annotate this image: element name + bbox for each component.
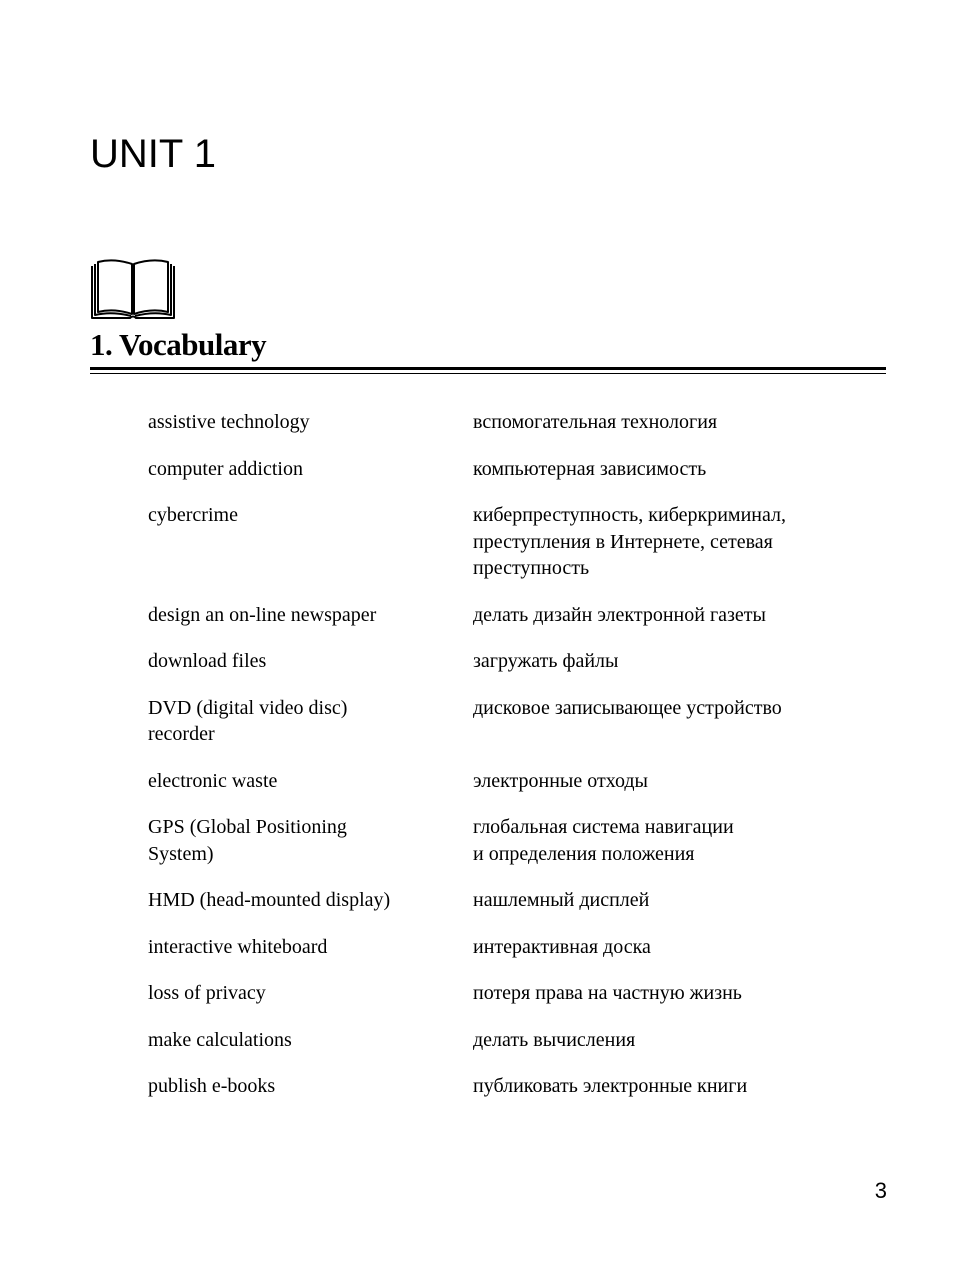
vocabulary-translation: глобальная система навигации и определения положения: [473, 816, 734, 865]
vocabulary-term: DVD (digital video disc) recorder: [148, 696, 348, 745]
vocabulary-translation: загружать файлы: [473, 650, 619, 672]
vocabulary-term: electronic waste: [148, 769, 278, 792]
vocabulary-translation: вспомогательная технология: [473, 411, 718, 433]
vocabulary-term: assistive technology: [148, 411, 310, 433]
vocabulary-translation: делать дизайн электронной газеты: [473, 603, 766, 626]
vocabulary-row: [148, 887, 868, 914]
vocabulary-row: [148, 602, 868, 629]
section-rule-thick: [90, 367, 886, 370]
vocabulary-translation: киберпреступность, киберкриминал, преступления в Интернете, сетевая преступность: [473, 504, 787, 579]
vocabulary-term: publish e-books: [148, 1075, 276, 1097]
vocabulary-row: [148, 934, 868, 961]
open-book-icon: [90, 258, 176, 320]
vocabulary-row: [148, 456, 868, 483]
vocabulary-translation: интерактивная доска: [473, 935, 651, 958]
vocabulary-term: cybercrime: [148, 504, 238, 526]
vocabulary-row: [148, 768, 868, 795]
vocabulary-row: [148, 502, 868, 582]
section-rule-thin: [90, 373, 886, 374]
vocabulary-translation: электронные отходы: [473, 769, 648, 792]
vocabulary-term: HMD (head-mounted display): [148, 889, 391, 911]
section-title: 1. Vocabulary: [90, 327, 267, 362]
vocabulary-list: [148, 409, 868, 1120]
vocabulary-term: interactive whiteboard: [148, 935, 328, 958]
vocabulary-translation: делать вычисления: [473, 1028, 636, 1051]
vocabulary-term: loss of privacy: [148, 982, 266, 1004]
vocabulary-term: make calculations: [148, 1028, 292, 1051]
vocabulary-row: [148, 409, 868, 436]
vocabulary-row: [148, 980, 868, 1007]
vocabulary-row: [148, 814, 868, 867]
vocabulary-row: [148, 1073, 868, 1100]
unit-title: UNIT 1: [90, 132, 216, 176]
vocabulary-row: [148, 695, 868, 748]
vocabulary-translation: потеря права на частную жизнь: [473, 982, 742, 1004]
vocabulary-term: GPS (Global Positioning System): [148, 816, 347, 865]
vocabulary-translation: дисковое записывающее устройство: [473, 696, 782, 719]
vocabulary-translation: публиковать электронные книги: [473, 1075, 748, 1097]
vocabulary-term: design an on-line newspaper: [148, 603, 377, 626]
vocabulary-term: download files: [148, 650, 267, 672]
vocabulary-translation: нашлемный дисплей: [473, 889, 650, 911]
vocabulary-term: computer addiction: [148, 457, 303, 480]
page-number: 3: [874, 1178, 887, 1203]
vocabulary-row: [148, 1027, 868, 1054]
vocabulary-translation: компьютерная зависимость: [473, 457, 707, 480]
vocabulary-row: [148, 648, 868, 675]
